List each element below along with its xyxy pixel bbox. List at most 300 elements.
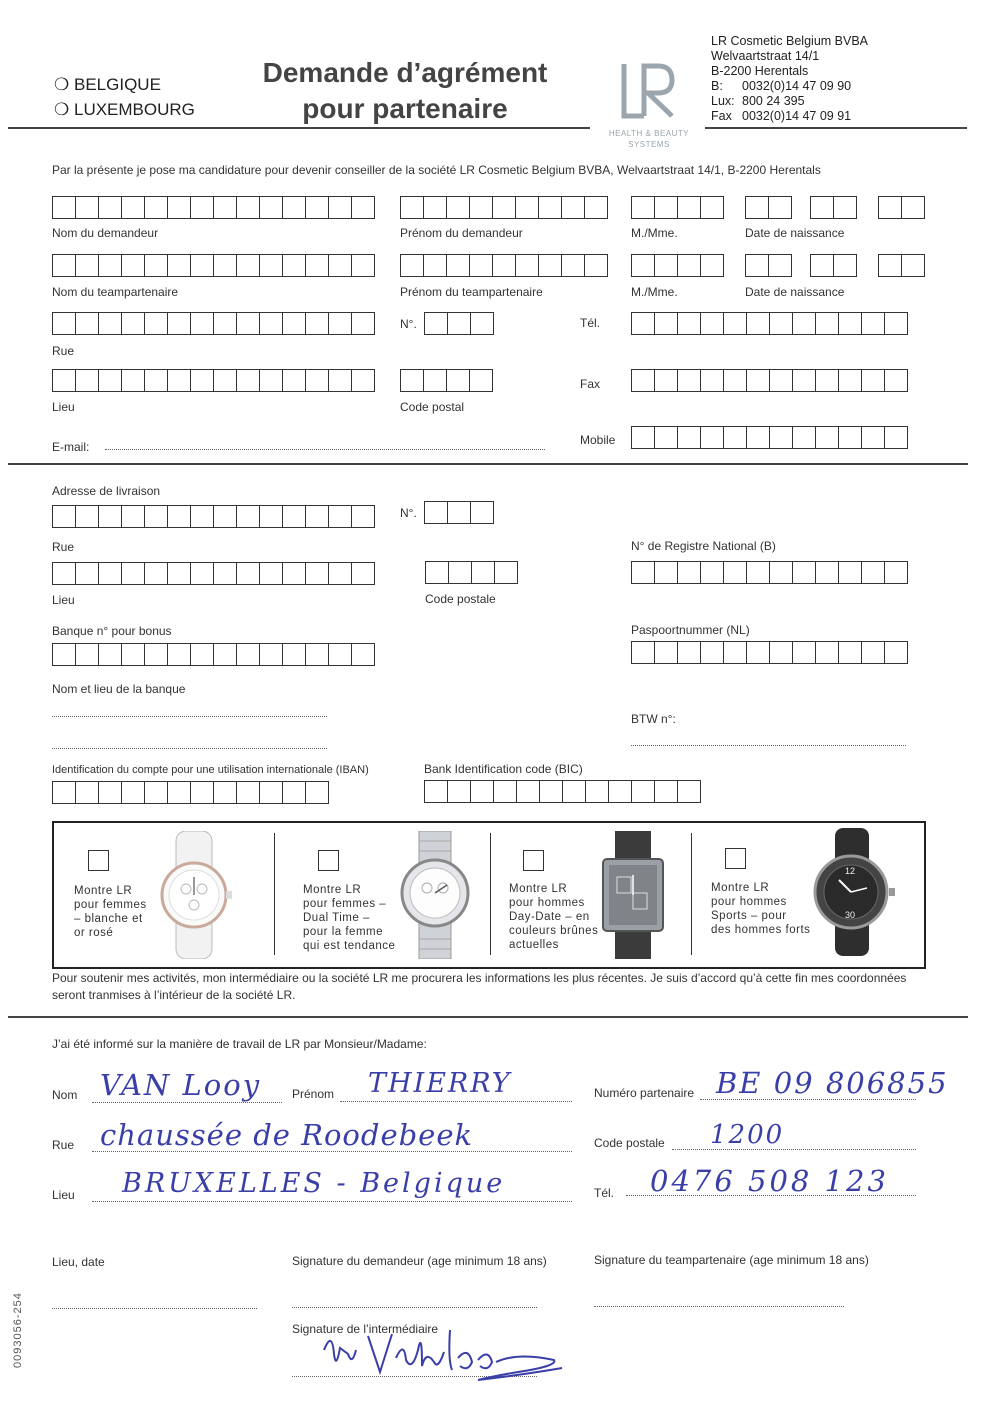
char-box[interactable] [191, 197, 214, 218]
char-box[interactable] [678, 255, 701, 276]
char-box[interactable] [214, 313, 237, 334]
char-box[interactable] [632, 781, 655, 802]
char-box[interactable] [53, 313, 76, 334]
char-box[interactable] [701, 313, 724, 334]
bank-name-input-1[interactable] [52, 716, 327, 717]
sponsor-lieu-value[interactable]: BRUXELLES - Belgique [122, 1168, 506, 1199]
char-box[interactable] [902, 197, 924, 218]
char-box[interactable] [352, 255, 374, 276]
char-box[interactable] [769, 255, 791, 276]
char-box[interactable] [701, 255, 723, 276]
char-box[interactable] [329, 644, 352, 665]
char-box[interactable] [401, 255, 424, 276]
btw-input[interactable] [631, 745, 906, 746]
char-box[interactable] [306, 644, 329, 665]
char-box[interactable] [632, 313, 655, 334]
char-box[interactable] [283, 370, 306, 391]
char-box[interactable] [678, 313, 701, 334]
char-box[interactable] [885, 313, 907, 334]
delivery-cp-input[interactable] [425, 561, 518, 584]
char-box[interactable] [724, 370, 747, 391]
char-box[interactable] [122, 644, 145, 665]
char-box[interactable] [191, 313, 214, 334]
char-box[interactable] [283, 782, 306, 803]
team-signature-label: Signature du teampartenaire (age minimum 18 ans) [594, 1253, 869, 1267]
char-box[interactable] [834, 197, 856, 218]
char-box[interactable] [99, 313, 122, 334]
char-box[interactable] [447, 197, 470, 218]
char-box[interactable] [424, 255, 447, 276]
char-box[interactable] [472, 562, 495, 583]
passport-label: Paspoortnummer (NL) [631, 623, 750, 637]
char-box[interactable] [862, 370, 885, 391]
char-box[interactable] [145, 563, 168, 584]
char-box[interactable] [306, 313, 329, 334]
char-box[interactable] [329, 197, 352, 218]
char-box[interactable] [76, 506, 99, 527]
char-box[interactable] [191, 506, 214, 527]
char-box[interactable] [168, 197, 191, 218]
char-box[interactable] [426, 562, 449, 583]
char-box[interactable] [885, 370, 907, 391]
char-box[interactable] [793, 427, 816, 448]
char-box[interactable] [76, 782, 99, 803]
char-box[interactable] [424, 197, 447, 218]
no-input[interactable] [424, 312, 494, 335]
sponsor-tel-value[interactable]: 0476 508 123 [650, 1164, 889, 1198]
char-box[interactable] [678, 781, 700, 802]
watch-checkbox-4[interactable] [725, 848, 746, 869]
char-box[interactable] [260, 255, 283, 276]
rue-input[interactable] [52, 312, 375, 335]
email-label: E-mail: [52, 440, 90, 454]
char-box[interactable] [539, 197, 562, 218]
char-box[interactable] [447, 370, 470, 391]
delivery-no-label: N°. [400, 506, 417, 520]
char-box[interactable] [283, 313, 306, 334]
char-box[interactable] [816, 642, 839, 663]
char-box[interactable] [678, 370, 701, 391]
code-postal-input[interactable] [400, 369, 493, 392]
char-box[interactable] [862, 642, 885, 663]
char-box[interactable] [585, 255, 607, 276]
email-input[interactable] [105, 449, 545, 450]
char-box[interactable] [145, 782, 168, 803]
char-box[interactable] [811, 197, 834, 218]
char-box[interactable] [724, 313, 747, 334]
char-box[interactable] [237, 644, 260, 665]
char-box[interactable] [839, 370, 862, 391]
prenom-demandeur-input[interactable] [400, 196, 608, 219]
char-box[interactable] [145, 313, 168, 334]
char-box[interactable] [563, 781, 586, 802]
char-box[interactable] [655, 427, 678, 448]
char-box[interactable] [470, 197, 493, 218]
bic-input[interactable] [424, 780, 701, 803]
char-box[interactable] [237, 313, 260, 334]
char-box[interactable] [448, 313, 471, 334]
char-box[interactable] [769, 197, 791, 218]
char-box[interactable] [191, 644, 214, 665]
char-box[interactable] [655, 255, 678, 276]
char-box[interactable] [53, 197, 76, 218]
char-box[interactable] [862, 562, 885, 583]
char-box[interactable] [816, 370, 839, 391]
char-box[interactable] [678, 197, 701, 218]
char-box[interactable] [401, 370, 424, 391]
char-box[interactable] [425, 313, 448, 334]
sponsor-nom-value[interactable]: VAN Looy [100, 1068, 262, 1102]
registre-input[interactable] [631, 561, 908, 584]
char-box[interactable] [862, 427, 885, 448]
prenom-demandeur-label: Prénom du demandeur [400, 226, 523, 240]
team-signature-input[interactable] [594, 1306, 844, 1307]
char-box[interactable] [885, 562, 907, 583]
char-box[interactable] [352, 313, 374, 334]
char-box[interactable] [168, 313, 191, 334]
char-box[interactable] [632, 562, 655, 583]
char-box[interactable] [214, 782, 237, 803]
char-box[interactable] [99, 506, 122, 527]
char-box[interactable] [352, 506, 374, 527]
char-box[interactable] [471, 502, 493, 523]
watch-checkbox-2[interactable] [318, 850, 339, 871]
char-box[interactable] [770, 562, 793, 583]
sponsor-cp-value[interactable]: 1200 [710, 1120, 785, 1150]
team-dob-day-input[interactable] [745, 254, 792, 277]
char-box[interactable] [655, 197, 678, 218]
civ-demandeur-input[interactable] [631, 196, 724, 219]
char-box[interactable] [168, 370, 191, 391]
lieu-input[interactable] [52, 369, 375, 392]
char-box[interactable] [562, 255, 585, 276]
char-box[interactable] [424, 370, 447, 391]
char-box[interactable] [122, 506, 145, 527]
char-box[interactable] [53, 506, 76, 527]
char-box[interactable] [540, 781, 563, 802]
char-box[interactable] [329, 255, 352, 276]
char-box[interactable] [885, 427, 907, 448]
sponsor-rue-label: Rue [52, 1138, 75, 1152]
char-box[interactable] [214, 197, 237, 218]
char-box[interactable] [516, 197, 539, 218]
char-box[interactable] [517, 781, 540, 802]
char-box[interactable] [214, 506, 237, 527]
char-box[interactable] [191, 255, 214, 276]
char-box[interactable] [329, 313, 352, 334]
char-box[interactable] [902, 255, 924, 276]
char-box[interactable] [493, 197, 516, 218]
applicant-signature-input[interactable] [292, 1307, 537, 1308]
team-dob-month-input[interactable] [810, 254, 857, 277]
char-box[interactable] [770, 427, 793, 448]
char-box[interactable] [678, 642, 701, 663]
char-box[interactable] [793, 370, 816, 391]
char-box[interactable] [655, 313, 678, 334]
char-box[interactable] [260, 197, 283, 218]
iban-input[interactable] [52, 781, 329, 804]
char-box[interactable] [168, 563, 191, 584]
mobile-input[interactable] [631, 426, 908, 449]
char-box[interactable] [425, 502, 448, 523]
char-box[interactable] [701, 427, 724, 448]
char-box[interactable] [701, 642, 724, 663]
char-box[interactable] [76, 197, 99, 218]
partner-number-label: Numéro partenaire [594, 1086, 695, 1100]
char-box[interactable] [724, 427, 747, 448]
char-box[interactable] [99, 197, 122, 218]
char-box[interactable] [632, 255, 655, 276]
char-box[interactable] [401, 197, 424, 218]
char-box[interactable] [145, 644, 168, 665]
char-box[interactable] [885, 642, 907, 663]
char-box[interactable] [191, 782, 214, 803]
char-box[interactable] [237, 197, 260, 218]
char-box[interactable] [655, 642, 678, 663]
char-box[interactable] [122, 563, 145, 584]
char-box[interactable] [99, 782, 122, 803]
char-box[interactable] [701, 370, 724, 391]
dob-day-input[interactable] [745, 196, 792, 219]
char-box[interactable] [816, 427, 839, 448]
char-box[interactable] [260, 782, 283, 803]
char-box[interactable] [816, 562, 839, 583]
fax-input[interactable] [631, 369, 908, 392]
char-box[interactable] [585, 197, 607, 218]
char-box[interactable] [539, 255, 562, 276]
char-box[interactable] [352, 370, 374, 391]
char-box[interactable] [283, 255, 306, 276]
char-box[interactable] [237, 370, 260, 391]
char-box[interactable] [811, 255, 834, 276]
char-box[interactable] [701, 562, 724, 583]
char-box[interactable] [76, 644, 99, 665]
char-box[interactable] [352, 563, 374, 584]
lieu-date-input[interactable] [52, 1308, 257, 1309]
radio-circle-icon[interactable]: ❍ [54, 100, 70, 119]
char-box[interactable] [214, 255, 237, 276]
country-option-belgique[interactable]: ❍ BELGIQUE [54, 75, 161, 94]
char-box[interactable] [678, 562, 701, 583]
char-box[interactable] [448, 502, 471, 523]
char-box[interactable] [655, 370, 678, 391]
char-box[interactable] [306, 506, 329, 527]
char-box[interactable] [260, 370, 283, 391]
civ-teampartenaire-input[interactable] [631, 254, 724, 277]
char-box[interactable] [306, 563, 329, 584]
char-box[interactable] [655, 562, 678, 583]
char-box[interactable] [53, 563, 76, 584]
char-box[interactable] [471, 313, 493, 334]
char-box[interactable] [306, 782, 328, 803]
country-option-luxembourg[interactable]: ❍ LUXEMBOURG [54, 100, 195, 119]
char-box[interactable] [76, 313, 99, 334]
char-box[interactable] [329, 563, 352, 584]
header-divider-left [8, 127, 590, 129]
char-box[interactable] [816, 313, 839, 334]
delivery-no-input[interactable] [424, 501, 494, 524]
char-box[interactable] [747, 562, 770, 583]
char-box[interactable] [746, 197, 769, 218]
char-box[interactable] [191, 370, 214, 391]
char-box[interactable] [495, 562, 517, 583]
mobile-label: Mobile [580, 433, 616, 447]
char-box[interactable] [770, 313, 793, 334]
consent-text: Pour soutenir mes activités, mon intermédiaire ou la société LR me procurera les informations les plus récentes. Je suis d’accord qu’à cette fin mes coordonnées seront tranmises à l’intérieur de la société LR. [52, 971, 907, 1002]
char-box[interactable] [122, 255, 145, 276]
char-box[interactable] [283, 506, 306, 527]
watch-text-1: Montre LR pour femmes – blanche et or rosé [74, 885, 147, 939]
char-box[interactable] [168, 255, 191, 276]
char-box[interactable] [701, 197, 723, 218]
char-box[interactable] [76, 255, 99, 276]
char-box[interactable] [122, 197, 145, 218]
char-box[interactable] [470, 370, 492, 391]
char-box[interactable] [724, 562, 747, 583]
char-box[interactable] [562, 197, 585, 218]
passport-input[interactable] [631, 641, 908, 664]
char-box[interactable] [76, 563, 99, 584]
char-box[interactable] [352, 197, 374, 218]
char-box[interactable] [283, 644, 306, 665]
char-box[interactable] [448, 781, 471, 802]
char-box[interactable] [283, 197, 306, 218]
char-box[interactable] [724, 642, 747, 663]
partner-number-value[interactable]: BE 09 806855 [716, 1066, 949, 1100]
char-box[interactable] [834, 255, 856, 276]
dob-month-input[interactable] [810, 196, 857, 219]
nom-teampartenaire-input[interactable] [52, 254, 375, 277]
char-box[interactable] [449, 562, 472, 583]
char-box[interactable] [655, 781, 678, 802]
char-box[interactable] [447, 255, 470, 276]
header-divider-right [705, 127, 967, 129]
char-box[interactable] [793, 562, 816, 583]
char-box[interactable] [53, 255, 76, 276]
sponsor-prenom-value[interactable]: THIERRY [368, 1068, 512, 1099]
team-dob-year-input[interactable] [878, 254, 925, 277]
char-box[interactable] [839, 313, 862, 334]
char-box[interactable] [862, 313, 885, 334]
char-box[interactable] [678, 427, 701, 448]
char-box[interactable] [53, 370, 76, 391]
char-box[interactable] [879, 255, 902, 276]
char-box[interactable] [470, 255, 493, 276]
char-box[interactable] [99, 644, 122, 665]
delivery-lieu-input[interactable] [52, 562, 375, 585]
char-box[interactable] [586, 781, 609, 802]
code-postal-label: Code postal [400, 400, 465, 414]
char-box[interactable] [839, 642, 862, 663]
radio-circle-icon[interactable]: ❍ [54, 75, 70, 94]
char-box[interactable] [99, 255, 122, 276]
char-box[interactable] [214, 370, 237, 391]
form-title: Demande d’agrément pour partenaire [262, 57, 548, 124]
char-box[interactable] [145, 255, 168, 276]
char-box[interactable] [746, 255, 769, 276]
char-box[interactable] [53, 782, 76, 803]
char-box[interactable] [260, 563, 283, 584]
char-box[interactable] [879, 197, 902, 218]
char-box[interactable] [329, 370, 352, 391]
char-box[interactable] [260, 313, 283, 334]
char-box[interactable] [747, 313, 770, 334]
char-box[interactable] [793, 313, 816, 334]
char-box[interactable] [191, 563, 214, 584]
char-box[interactable] [145, 506, 168, 527]
sponsor-rue-value[interactable]: chaussée de Roodebeek [100, 1118, 474, 1152]
char-box[interactable] [76, 370, 99, 391]
bank-name-input-2[interactable] [52, 748, 327, 749]
intro-text: Par la présente je pose ma candidature pour devenir conseiller de la société LR Cosmetic Belgium BVBA, Welvaartstraat 14/1, B-2200 Herentals [52, 163, 821, 177]
char-box[interactable] [237, 782, 260, 803]
char-box[interactable] [214, 563, 237, 584]
char-box[interactable] [122, 313, 145, 334]
char-box[interactable] [632, 642, 655, 663]
sponsor-lieu-line [92, 1201, 572, 1202]
char-box[interactable] [632, 370, 655, 391]
char-box[interactable] [214, 644, 237, 665]
char-box[interactable] [122, 370, 145, 391]
char-box[interactable] [770, 642, 793, 663]
char-box[interactable] [747, 370, 770, 391]
char-box[interactable] [329, 506, 352, 527]
char-box[interactable] [425, 781, 448, 802]
watch-checkbox-1[interactable] [88, 850, 109, 871]
char-box[interactable] [53, 644, 76, 665]
tel-input[interactable] [631, 312, 908, 335]
delivery-rue-input[interactable] [52, 505, 375, 528]
char-box[interactable] [122, 782, 145, 803]
char-box[interactable] [306, 197, 329, 218]
char-box[interactable] [471, 781, 494, 802]
char-box[interactable] [145, 370, 168, 391]
char-box[interactable] [237, 563, 260, 584]
char-box[interactable] [839, 427, 862, 448]
char-box[interactable] [747, 427, 770, 448]
char-box[interactable] [839, 562, 862, 583]
char-box[interactable] [352, 644, 374, 665]
char-box[interactable] [494, 781, 517, 802]
banque-input[interactable] [52, 643, 375, 666]
char-box[interactable] [237, 255, 260, 276]
char-box[interactable] [168, 644, 191, 665]
char-box[interactable] [493, 255, 516, 276]
char-box[interactable] [793, 642, 816, 663]
char-box[interactable] [516, 255, 539, 276]
char-box[interactable] [99, 370, 122, 391]
char-box[interactable] [306, 255, 329, 276]
char-box[interactable] [770, 370, 793, 391]
char-box[interactable] [609, 781, 632, 802]
watch-checkbox-3[interactable] [523, 850, 544, 871]
char-box[interactable] [260, 644, 283, 665]
char-box[interactable] [168, 506, 191, 527]
char-box[interactable] [306, 370, 329, 391]
char-box[interactable] [99, 563, 122, 584]
nom-demandeur-input[interactable] [52, 196, 375, 219]
prenom-teampartenaire-input[interactable] [400, 254, 608, 277]
char-box[interactable] [260, 506, 283, 527]
char-box[interactable] [145, 197, 168, 218]
char-box[interactable] [283, 563, 306, 584]
char-box[interactable] [632, 427, 655, 448]
char-box[interactable] [747, 642, 770, 663]
char-box[interactable] [168, 782, 191, 803]
char-box[interactable] [237, 506, 260, 527]
dob-year-input[interactable] [878, 196, 925, 219]
char-box[interactable] [632, 197, 655, 218]
